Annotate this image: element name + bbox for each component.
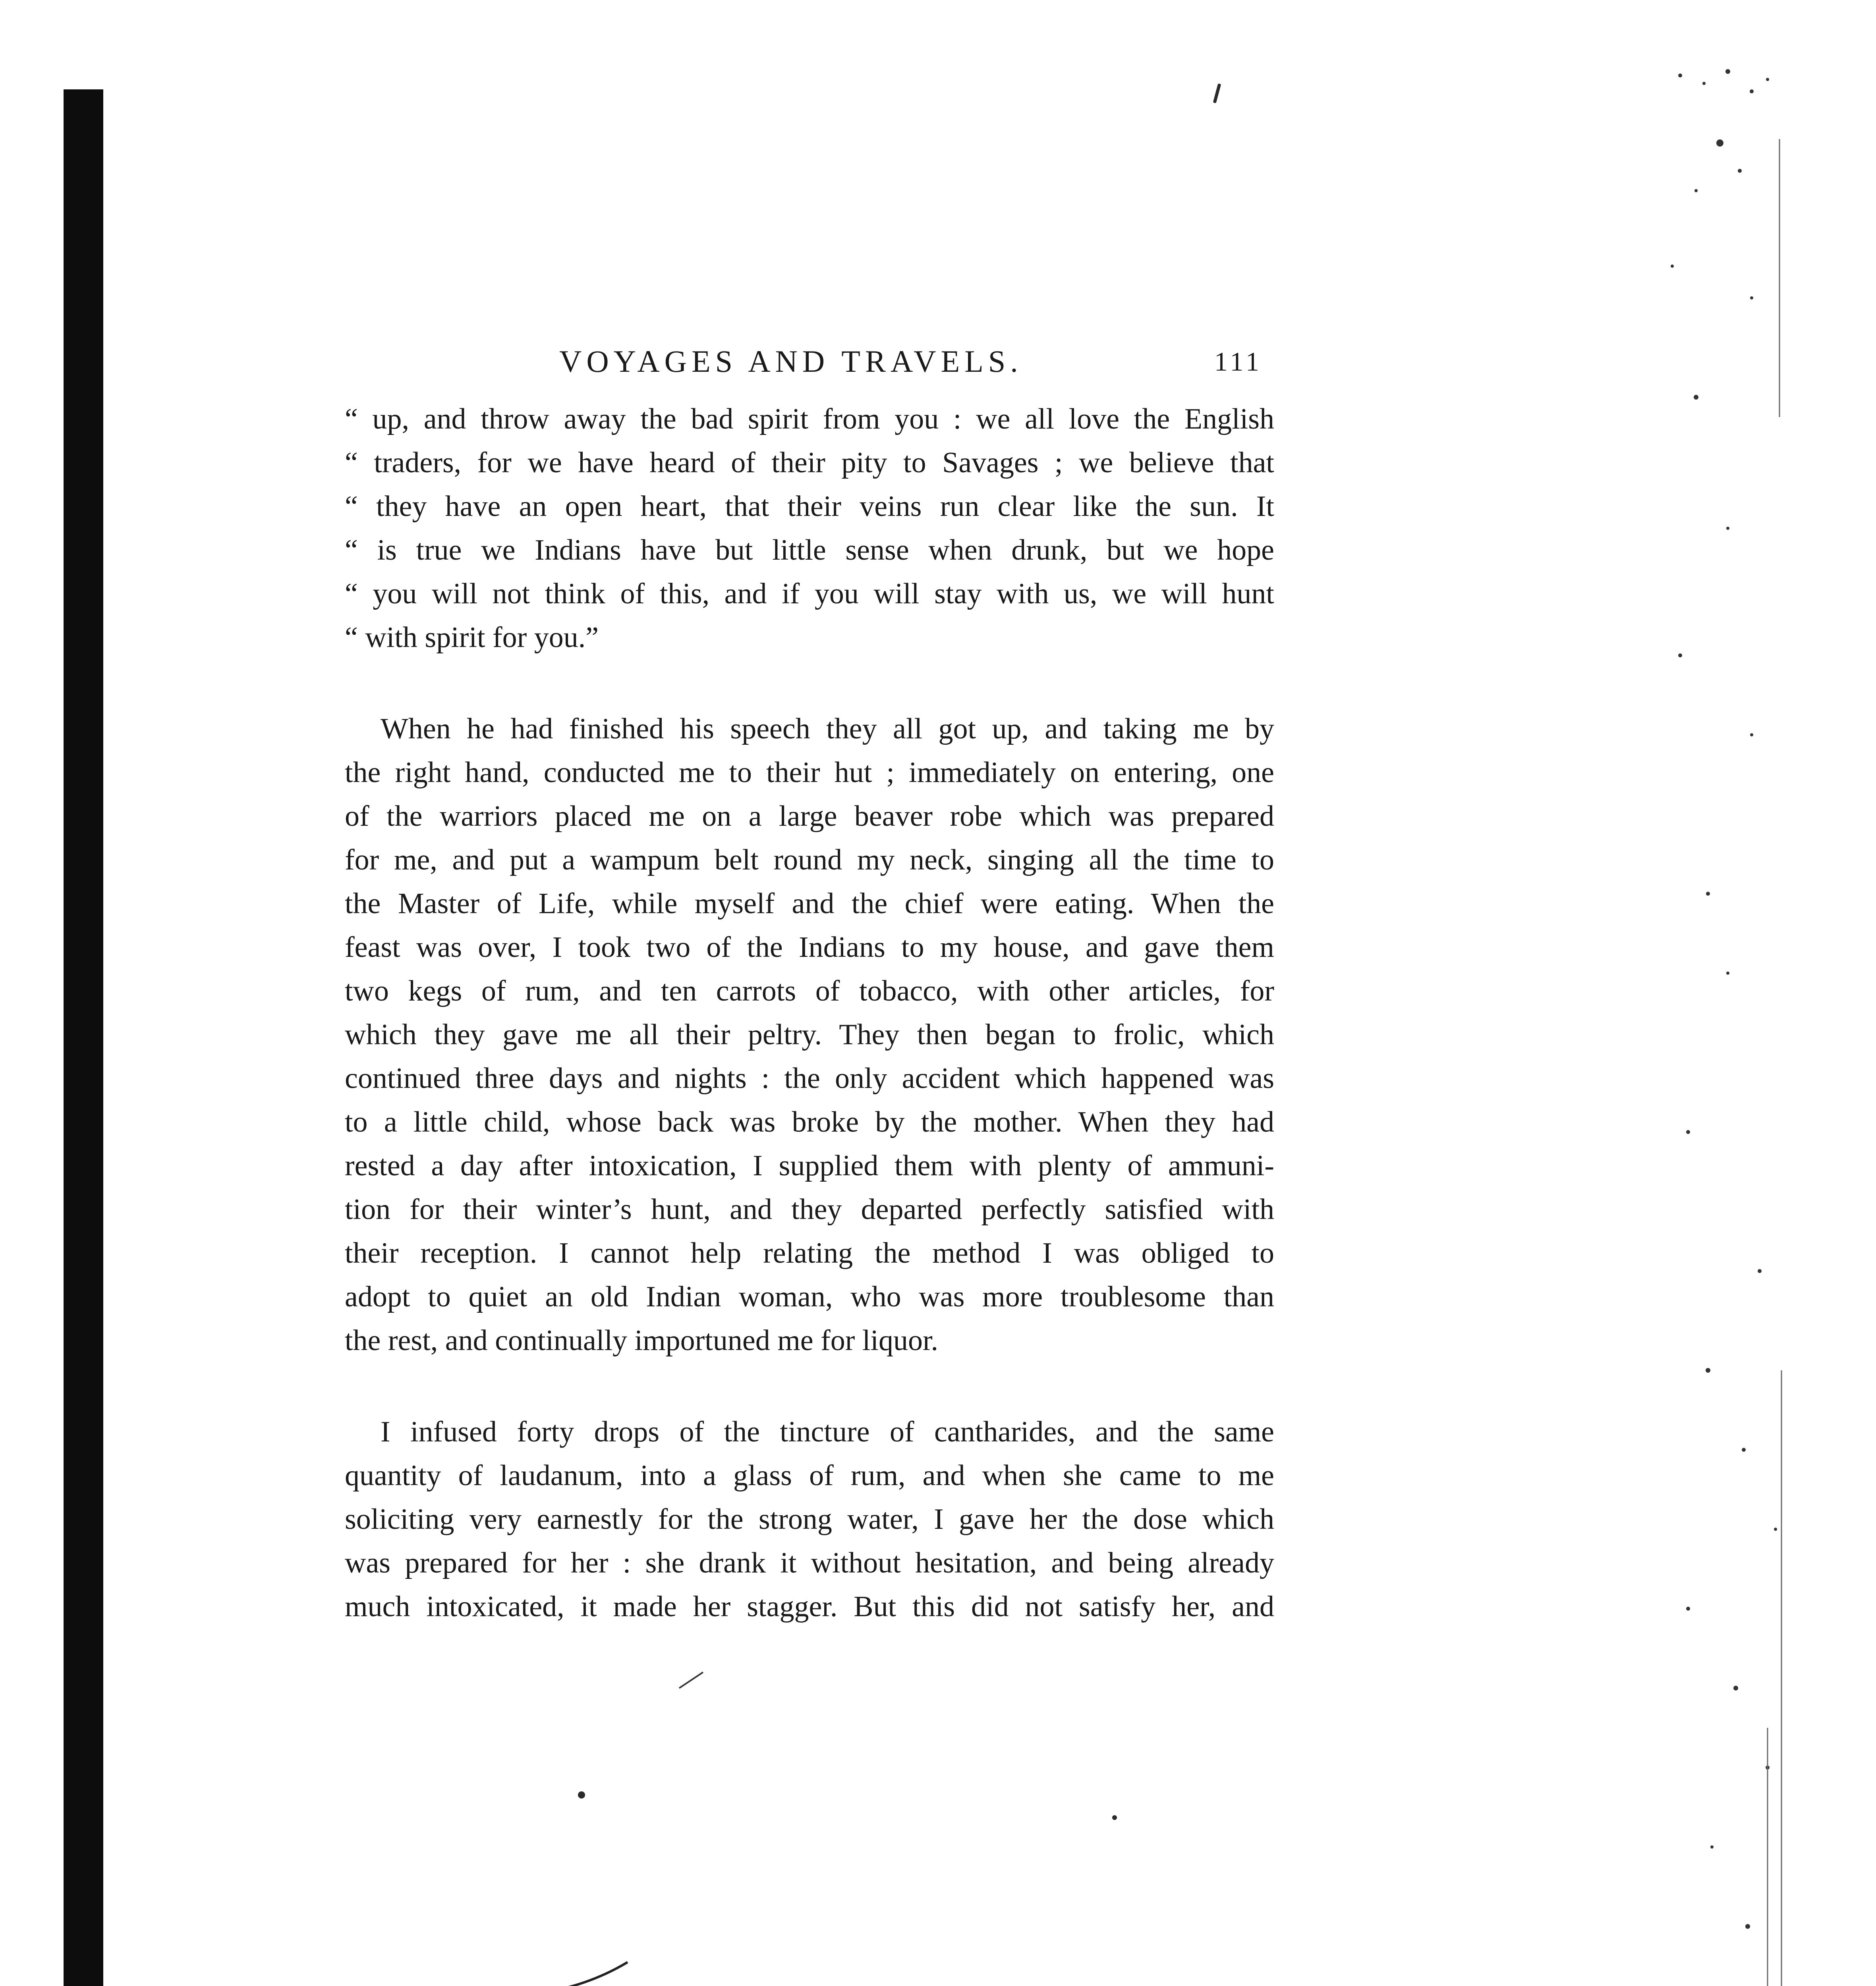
text-line: of the warriors placed me on a large beaver robe which was prepared xyxy=(345,800,1274,833)
text-line: the rest, and continually importuned me for liquor. xyxy=(345,1324,939,1357)
text-line: “ they have an open heart, that their veins run clear like the sun. It xyxy=(345,490,1274,523)
text-line: rested a day after intoxication, I supplied them with plenty of ammuni- xyxy=(345,1149,1274,1182)
text-line: much intoxicated, it made her stagger. But this did not satisfy her, and xyxy=(345,1590,1274,1623)
text-line: When he had finished his speech they all got up, and taking me by xyxy=(381,713,1274,745)
paragraph-1 xyxy=(345,707,1274,1362)
running-head xyxy=(345,342,1274,397)
text-line: was prepared for her : she drank it without hesitation, and being already xyxy=(345,1547,1274,1579)
text-line: their reception. I cannot help relating the method I was obliged to xyxy=(345,1237,1274,1269)
binding-shadow xyxy=(64,89,103,1986)
text-line: quantity of laudanum, into a glass of rum, and when she came to me xyxy=(345,1459,1274,1492)
text-line: soliciting very earnestly for the strong water, I gave her the dose which xyxy=(345,1503,1274,1536)
text-line: “ with spirit for you.” xyxy=(345,621,599,654)
text-line: “ traders, for we have heard of their pity to Savages ; we believe that xyxy=(345,446,1274,479)
paragraph-gap xyxy=(345,1362,1274,1410)
text-line: tion for their winter’s hunt, and they departed perfectly satisfied with xyxy=(345,1193,1274,1226)
ink-speck xyxy=(1112,1815,1117,1820)
small-dash-mark xyxy=(675,1668,711,1692)
text-line: feast was over, I took two of the Indians to my house, and gave them xyxy=(345,931,1274,964)
text-line: “ you will not think of this, and if you will stay with us, we will hunt xyxy=(345,578,1274,610)
text-line: the right hand, conducted me to their hut ; immediately on entering, one xyxy=(345,756,1274,789)
page-number: 111 xyxy=(1214,346,1262,377)
ink-speck xyxy=(578,1791,585,1799)
paragraph-gap xyxy=(345,659,1274,707)
quote-continuation xyxy=(345,397,1274,659)
text-line: “ is true we Indians have but little sense when drunk, but we hope xyxy=(345,534,1274,566)
text-line: which they gave me all their peltry. They then began to frolic, which xyxy=(345,1018,1274,1051)
ink-speck xyxy=(1213,83,1221,103)
text-line: “ up, and throw away the bad spirit from you : we all love the English xyxy=(345,403,1274,435)
text-line: to a little child, whose back was broke by the mother. When they had xyxy=(345,1106,1274,1138)
text-block xyxy=(345,342,1274,1629)
text-line: for me, and put a wampum belt round my neck, singing all the time to xyxy=(345,844,1274,876)
text-line: the Master of Life, while myself and the chief were eating. When the xyxy=(345,887,1274,920)
text-line: adopt to quiet an old Indian woman, who was more troublesome than xyxy=(345,1281,1274,1313)
text-line: two kegs of rum, and ten carrots of tobacco, with other articles, for xyxy=(345,975,1274,1007)
scan-dust-right-edge xyxy=(1648,60,1787,1986)
pen-stroke-mark xyxy=(469,1954,636,1986)
running-title: VOYAGES AND TRAVELS. xyxy=(559,344,1023,379)
text-line: I infused forty drops of the tincture of cantharides, and the same xyxy=(381,1416,1274,1448)
paragraph-2 xyxy=(345,1410,1274,1629)
text-line: continued three days and nights : the only accident which happened was xyxy=(345,1062,1274,1095)
